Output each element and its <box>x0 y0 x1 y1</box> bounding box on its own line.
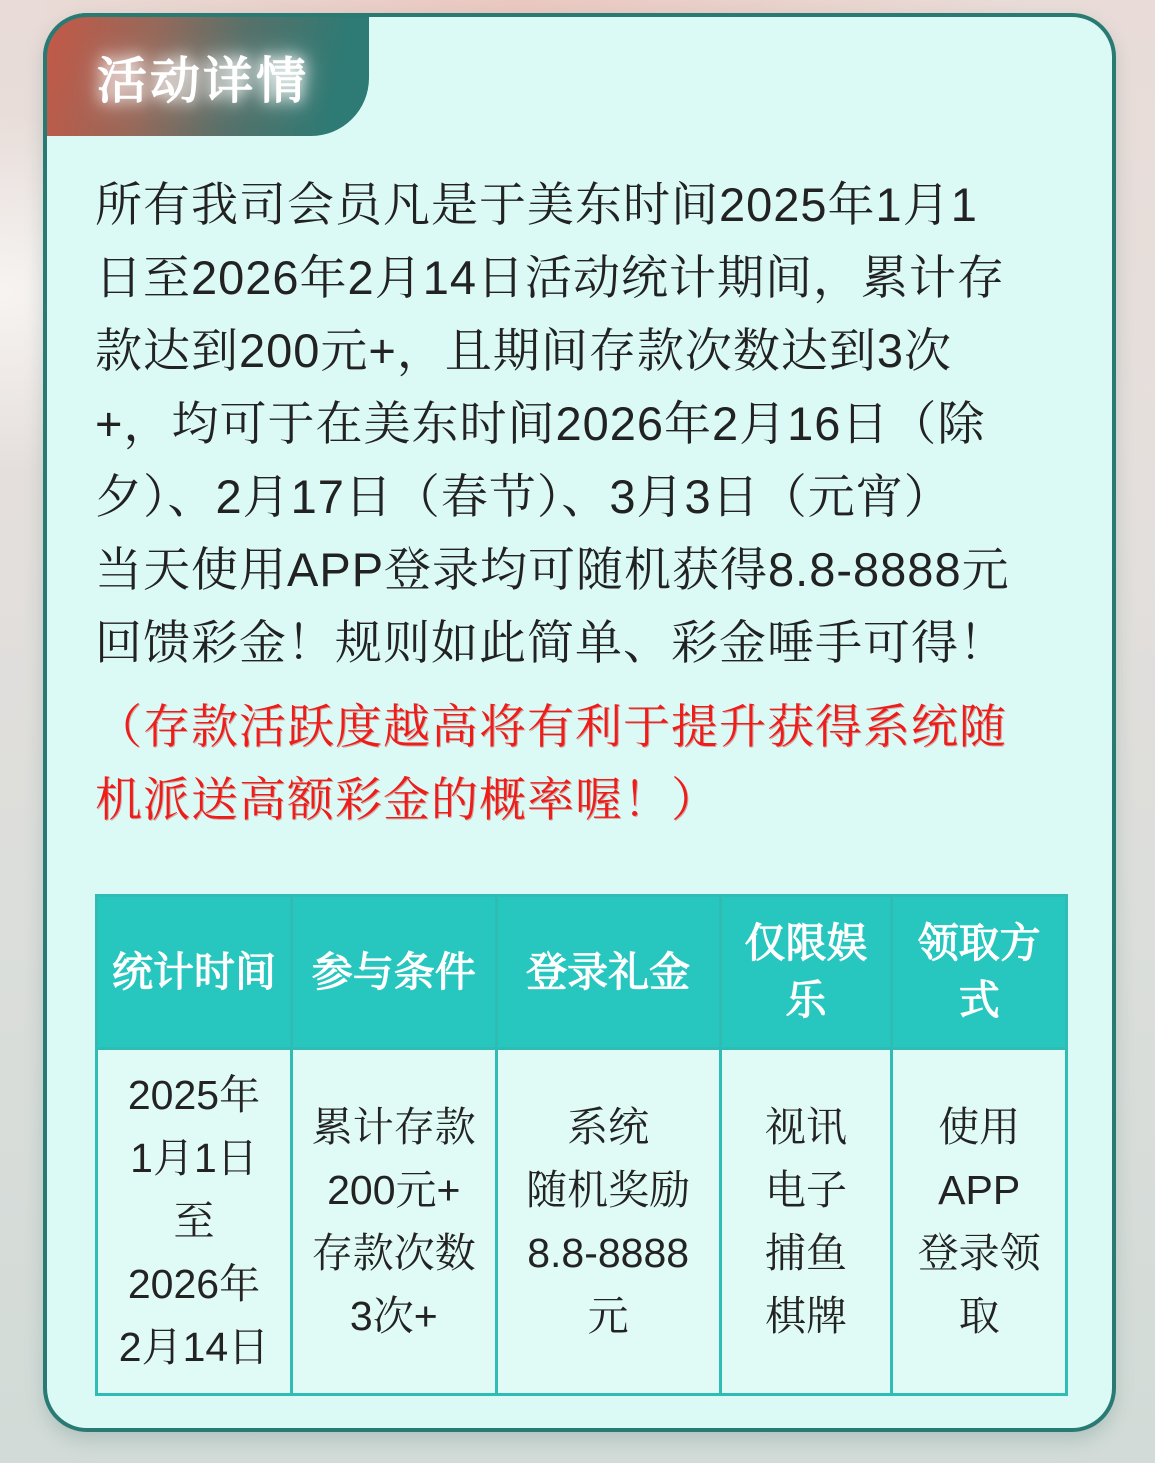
body-cell-login-bonus: 系统 随机奖励 8.8-8888 元 <box>496 1049 720 1395</box>
header-cell-games-scope: 仅限娱 乐 <box>720 896 892 1049</box>
header-cell-claim-method: 领取方 式 <box>892 896 1067 1049</box>
header-cell-login-bonus: 登录礼金 <box>496 896 720 1049</box>
promo-description: 所有我司会员凡是于美东时间2025年1月1 日至2026年2月14日活动统计期间，累计存 款达到200元+，且期间存款次数达到3次 +，均可于在美东时间2026年2月16日（除 夕）、2月17日（春节）、3月3日（元宵） 当天使用APP登录均可随机获得8.8-8888元 回馈彩金！规则如此简单、彩金唾手可得！ <box>95 178 1010 669</box>
header-cell-conditions: 参与条件 <box>291 896 496 1049</box>
body-cell-stat-period: 2025年 1月1日 至 2026年 2月14日 <box>97 1049 292 1395</box>
card-content <box>95 168 1068 1396</box>
body-cell-games-scope: 视讯 电子 捕鱼 棋牌 <box>720 1049 892 1395</box>
body-cell-conditions: 累计存款 200元+ 存款次数 3次+ <box>291 1049 496 1395</box>
section-badge <box>43 13 369 136</box>
table-body-row <box>97 1049 1067 1395</box>
promo-card <box>43 13 1116 1432</box>
promo-highlight-note: （存款活跃度越高将有利于提升获得系统随 机派送高额彩金的概率喔！） <box>95 700 1007 826</box>
table-header-row <box>97 896 1067 1049</box>
section-badge-title: 活动详情 <box>97 52 309 109</box>
promo-table <box>95 894 1068 1396</box>
header-cell-stat-period: 统计时间 <box>97 896 292 1049</box>
body-cell-claim-method: 使用 APP 登录领 取 <box>892 1049 1067 1395</box>
